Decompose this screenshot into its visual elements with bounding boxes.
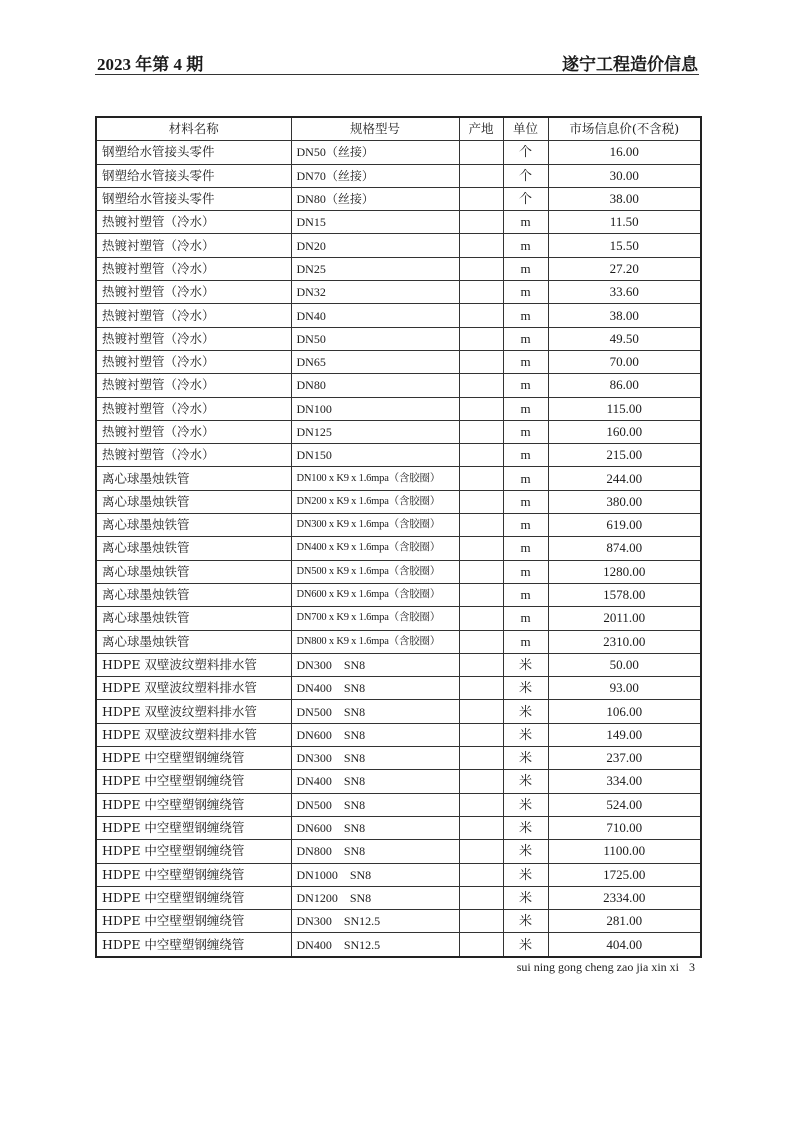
cell-material-name: 离心球墨烛铁管: [96, 630, 291, 653]
cell-material-name: 离心球墨烛铁管: [96, 583, 291, 606]
cell-spec: DN600 SN8: [291, 723, 459, 746]
cell-price: 38.00: [548, 304, 701, 327]
cell-unit: 米: [503, 910, 548, 933]
cell-origin: [459, 793, 503, 816]
cell-price: 2334.00: [548, 886, 701, 909]
cell-spec: DN500 x K9 x 1.6mpa（含胶圈）: [291, 560, 459, 583]
cell-price: 404.00: [548, 933, 701, 957]
cell-origin: [459, 630, 503, 653]
cell-price: 619.00: [548, 514, 701, 537]
cell-spec: DN125: [291, 420, 459, 443]
cell-origin: [459, 304, 503, 327]
cell-material-name: 热镀衬塑管（冷水）: [96, 327, 291, 350]
cell-material-name: 热镀衬塑管（冷水）: [96, 444, 291, 467]
cell-price: 11.50: [548, 211, 701, 234]
cell-price: 93.00: [548, 677, 701, 700]
cell-material-name: HDPE 中空壁塑钢缠绕管: [96, 816, 291, 839]
cell-material-name: 热镀衬塑管（冷水）: [96, 234, 291, 257]
cell-unit: 米: [503, 700, 548, 723]
cell-material-name: 热镀衬塑管（冷水）: [96, 281, 291, 304]
cell-origin: [459, 281, 503, 304]
table-row: [96, 793, 701, 816]
cell-origin: [459, 723, 503, 746]
cell-spec: DN50（丝接）: [291, 141, 459, 164]
cell-unit: 米: [503, 677, 548, 700]
cell-material-name: 离心球墨烛铁管: [96, 514, 291, 537]
cell-unit: m: [503, 490, 548, 513]
cell-spec: DN100: [291, 397, 459, 420]
cell-unit: 米: [503, 747, 548, 770]
cell-price: 160.00: [548, 420, 701, 443]
cell-spec: DN400 SN12.5: [291, 933, 459, 957]
cell-spec: DN80: [291, 374, 459, 397]
cell-spec: DN300 SN12.5: [291, 910, 459, 933]
cell-origin: [459, 164, 503, 187]
table-row: [96, 514, 701, 537]
cell-origin: [459, 420, 503, 443]
cell-material-name: 离心球墨烛铁管: [96, 490, 291, 513]
cell-unit: 米: [503, 863, 548, 886]
cell-unit: m: [503, 327, 548, 350]
cell-unit: m: [503, 374, 548, 397]
cell-unit: m: [503, 630, 548, 653]
table-row: [96, 490, 701, 513]
cell-price: 30.00: [548, 164, 701, 187]
cell-unit: m: [503, 257, 548, 280]
cell-origin: [459, 234, 503, 257]
cell-price: 149.00: [548, 723, 701, 746]
cell-origin: [459, 863, 503, 886]
cell-material-name: HDPE 中空壁塑钢缠绕管: [96, 747, 291, 770]
cell-origin: [459, 537, 503, 560]
cell-origin: [459, 374, 503, 397]
cell-origin: [459, 350, 503, 373]
cell-spec: DN600 SN8: [291, 816, 459, 839]
cell-material-name: 热镀衬塑管（冷水）: [96, 420, 291, 443]
cell-price: 70.00: [548, 350, 701, 373]
cell-material-name: 热镀衬塑管（冷水）: [96, 304, 291, 327]
table-row: [96, 350, 701, 373]
table-row: [96, 467, 701, 490]
table-row: [96, 933, 701, 957]
cell-origin: [459, 770, 503, 793]
cell-price: 15.50: [548, 234, 701, 257]
cell-unit: m: [503, 607, 548, 630]
cell-unit: 米: [503, 793, 548, 816]
cell-material-name: HDPE 中空壁塑钢缠绕管: [96, 793, 291, 816]
cell-material-name: 热镀衬塑管（冷水）: [96, 257, 291, 280]
cell-unit: 米: [503, 840, 548, 863]
cell-spec: DN1200 SN8: [291, 886, 459, 909]
publication-title: 遂宁工程造价信息: [562, 55, 698, 75]
cell-unit: m: [503, 514, 548, 537]
cell-spec: DN500 SN8: [291, 700, 459, 723]
cell-price: 237.00: [548, 747, 701, 770]
table-row: [96, 211, 701, 234]
table-row: [96, 420, 701, 443]
cell-unit: 米: [503, 933, 548, 957]
cell-unit: m: [503, 560, 548, 583]
cell-price: 1280.00: [548, 560, 701, 583]
cell-material-name: HDPE 双壁波纹塑料排水管: [96, 653, 291, 676]
footer-pinyin: sui ning gong cheng zao jia xin xi: [516, 960, 679, 974]
cell-material-name: 热镀衬塑管（冷水）: [96, 374, 291, 397]
cell-price: 1100.00: [548, 840, 701, 863]
cell-price: 710.00: [548, 816, 701, 839]
cell-origin: [459, 211, 503, 234]
cell-spec: DN700 x K9 x 1.6mpa（含胶圈）: [291, 607, 459, 630]
cell-unit: m: [503, 537, 548, 560]
cell-unit: m: [503, 281, 548, 304]
cell-spec: DN20: [291, 234, 459, 257]
cell-unit: m: [503, 420, 548, 443]
cell-unit: 个: [503, 164, 548, 187]
cell-origin: [459, 747, 503, 770]
cell-spec: DN100 x K9 x 1.6mpa（含胶圈）: [291, 467, 459, 490]
cell-origin: [459, 257, 503, 280]
cell-material-name: HDPE 中空壁塑钢缠绕管: [96, 933, 291, 957]
cell-price: 106.00: [548, 700, 701, 723]
table-row: [96, 141, 701, 164]
cell-price: 215.00: [548, 444, 701, 467]
cell-material-name: 离心球墨烛铁管: [96, 560, 291, 583]
cell-origin: [459, 910, 503, 933]
table-row: [96, 187, 701, 210]
cell-origin: [459, 816, 503, 839]
cell-price: 33.60: [548, 281, 701, 304]
cell-unit: m: [503, 583, 548, 606]
cell-origin: [459, 397, 503, 420]
table-row: [96, 444, 701, 467]
cell-material-name: HDPE 中空壁塑钢缠绕管: [96, 910, 291, 933]
cell-unit: m: [503, 211, 548, 234]
table-row: [96, 397, 701, 420]
cell-price: 1578.00: [548, 583, 701, 606]
table-row: [96, 770, 701, 793]
cell-material-name: 离心球墨烛铁管: [96, 607, 291, 630]
column-header-spec: 规格型号: [291, 117, 459, 141]
cell-price: 1725.00: [548, 863, 701, 886]
column-header-name: 材料名称: [96, 117, 291, 141]
cell-price: 524.00: [548, 793, 701, 816]
cell-material-name: 热镀衬塑管（冷水）: [96, 211, 291, 234]
cell-price: 380.00: [548, 490, 701, 513]
cell-spec: DN1000 SN8: [291, 863, 459, 886]
cell-material-name: HDPE 中空壁塑钢缠绕管: [96, 886, 291, 909]
cell-origin: [459, 444, 503, 467]
table-row: [96, 537, 701, 560]
cell-origin: [459, 187, 503, 210]
table-row: [96, 164, 701, 187]
cell-unit: 米: [503, 770, 548, 793]
cell-price: 50.00: [548, 653, 701, 676]
cell-material-name: HDPE 中空壁塑钢缠绕管: [96, 840, 291, 863]
table-row: [96, 700, 701, 723]
cell-price: 27.20: [548, 257, 701, 280]
cell-origin: [459, 327, 503, 350]
cell-unit: m: [503, 350, 548, 373]
cell-price: 874.00: [548, 537, 701, 560]
cell-spec: DN200 x K9 x 1.6mpa（含胶圈）: [291, 490, 459, 513]
cell-origin: [459, 560, 503, 583]
table-row: [96, 677, 701, 700]
cell-unit: 米: [503, 653, 548, 676]
column-header-origin: 产地: [459, 117, 503, 141]
cell-unit: 个: [503, 141, 548, 164]
cell-origin: [459, 933, 503, 957]
header-divider: [95, 74, 699, 75]
cell-spec: DN65: [291, 350, 459, 373]
cell-price: 115.00: [548, 397, 701, 420]
cell-spec: DN600 x K9 x 1.6mpa（含胶圈）: [291, 583, 459, 606]
table-row: [96, 257, 701, 280]
table-row: [96, 886, 701, 909]
cell-price: 38.00: [548, 187, 701, 210]
cell-material-name: 热镀衬塑管（冷水）: [96, 397, 291, 420]
cell-origin: [459, 840, 503, 863]
cell-material-name: HDPE 双壁波纹塑料排水管: [96, 700, 291, 723]
table-row: [96, 840, 701, 863]
table-row: [96, 374, 701, 397]
table-row: [96, 560, 701, 583]
table-body: [96, 141, 701, 957]
cell-spec: DN40: [291, 304, 459, 327]
cell-unit: 米: [503, 723, 548, 746]
cell-origin: [459, 886, 503, 909]
cell-price: 86.00: [548, 374, 701, 397]
cell-price: 2011.00: [548, 607, 701, 630]
cell-unit: m: [503, 467, 548, 490]
cell-spec: DN300 SN8: [291, 747, 459, 770]
cell-origin: [459, 467, 503, 490]
cell-unit: 个: [503, 187, 548, 210]
table-row: [96, 653, 701, 676]
cell-spec: DN32: [291, 281, 459, 304]
page-number: 3: [689, 960, 695, 974]
cell-material-name: HDPE 双壁波纹塑料排水管: [96, 677, 291, 700]
column-header-price: 市场信息价(不含税): [548, 117, 701, 141]
cell-material-name: 离心球墨烛铁管: [96, 537, 291, 560]
cell-material-name: 离心球墨烛铁管: [96, 467, 291, 490]
page-footer: [517, 960, 695, 975]
table-row: [96, 304, 701, 327]
cell-spec: DN800 SN8: [291, 840, 459, 863]
cell-origin: [459, 583, 503, 606]
cell-price: 244.00: [548, 467, 701, 490]
cell-price: 49.50: [548, 327, 701, 350]
table-header-row: [96, 117, 701, 141]
cell-spec: DN15: [291, 211, 459, 234]
table-row: [96, 816, 701, 839]
column-header-unit: 单位: [503, 117, 548, 141]
cell-material-name: HDPE 双壁波纹塑料排水管: [96, 723, 291, 746]
cell-material-name: HDPE 中空壁塑钢缠绕管: [96, 863, 291, 886]
cell-spec: DN800 x K9 x 1.6mpa（含胶圈）: [291, 630, 459, 653]
cell-unit: m: [503, 234, 548, 257]
cell-unit: 米: [503, 886, 548, 909]
cell-spec: DN300 x K9 x 1.6mpa（含胶圈）: [291, 514, 459, 537]
cell-price: 16.00: [548, 141, 701, 164]
table-row: [96, 910, 701, 933]
table-row: [96, 327, 701, 350]
cell-material-name: HDPE 中空壁塑钢缠绕管: [96, 770, 291, 793]
table-row: [96, 234, 701, 257]
cell-material-name: 钢塑给水管接头零件: [96, 164, 291, 187]
cell-unit: m: [503, 397, 548, 420]
cell-spec: DN25: [291, 257, 459, 280]
cell-spec: DN300 SN8: [291, 653, 459, 676]
cell-spec: DN50: [291, 327, 459, 350]
table-row: [96, 630, 701, 653]
table-row: [96, 281, 701, 304]
cell-origin: [459, 141, 503, 164]
table-row: [96, 863, 701, 886]
cell-origin: [459, 607, 503, 630]
cell-origin: [459, 490, 503, 513]
cell-spec: DN70（丝接）: [291, 164, 459, 187]
cell-material-name: 热镀衬塑管（冷水）: [96, 350, 291, 373]
cell-price: 281.00: [548, 910, 701, 933]
table-row: [96, 583, 701, 606]
table-row: [96, 723, 701, 746]
cell-spec: DN400 SN8: [291, 677, 459, 700]
cell-spec: DN150: [291, 444, 459, 467]
table-row: [96, 607, 701, 630]
cell-spec: DN80（丝接）: [291, 187, 459, 210]
cell-unit: m: [503, 304, 548, 327]
table-row: [96, 747, 701, 770]
cell-unit: m: [503, 444, 548, 467]
cell-spec: DN400 x K9 x 1.6mpa（含胶圈）: [291, 537, 459, 560]
cell-price: 334.00: [548, 770, 701, 793]
cell-material-name: 钢塑给水管接头零件: [96, 187, 291, 210]
cell-origin: [459, 653, 503, 676]
cell-origin: [459, 514, 503, 537]
cell-spec: DN400 SN8: [291, 770, 459, 793]
cell-spec: DN500 SN8: [291, 793, 459, 816]
price-table: [95, 116, 702, 958]
cell-price: 2310.00: [548, 630, 701, 653]
cell-origin: [459, 677, 503, 700]
cell-material-name: 钢塑给水管接头零件: [96, 141, 291, 164]
cell-origin: [459, 700, 503, 723]
issue-label: 2023 年第 4 期: [97, 55, 204, 74]
cell-unit: 米: [503, 816, 548, 839]
